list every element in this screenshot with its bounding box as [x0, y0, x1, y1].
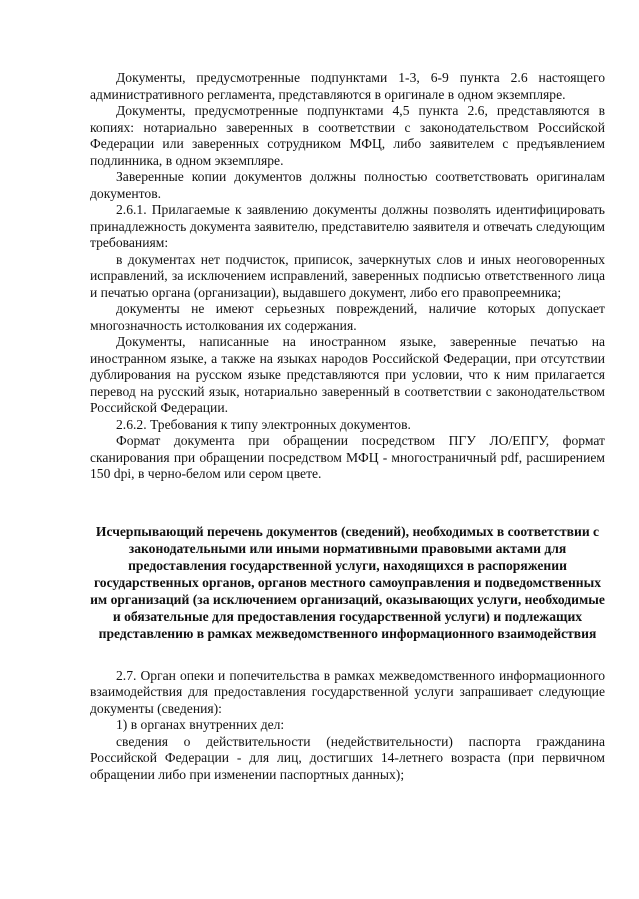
paragraph-format: Формат документа при обращении посредством ПГУ ЛО/ЕПГУ, формат сканирования при обращении посредством МФЦ - многостраничный pdf, расширением 150 dpi, в черно-белом или сером цвете.: [90, 433, 605, 481]
paragraph-2-6-1: 2.6.1. Прилагаемые к заявлению документы должны позволять идентифицировать принадлежность документа заявителю, представителю заявителя и отвечать следующим требованиям:: [90, 202, 605, 250]
paragraph-foreign-language: Документы, написанные на иностранном языке, заверенные печатью на иностранном языке, а также на языках народов Российской Федерации, при отсутствии дублирования на русском языке представляются при условии, что к ним прилагается перевод на русский язык, нотариально заверенный в соответствии с законодательством Российской Федерации.: [90, 334, 605, 415]
paragraph-certified-copies: Заверенные копии документов должны полностью соответствовать оригиналам документов.: [90, 169, 605, 201]
paragraph-2-7: 2.7. Орган опеки и попечительства в рамках межведомственного информационного взаимодействия для предоставления государственной услуги запрашивает следующие документы (сведения):: [90, 667, 605, 716]
paragraph-passport-validity: сведения о действительности (недействительности) паспорта гражданина Российской Федерации - для лиц, достигших 14-летнего возраста (при первичном обращении либо при изменении паспортных данных);: [90, 733, 605, 782]
section-heading: Исчерпывающий перечень документов (сведений), необходимых в соответствии с законодательными или иными нормативными правовыми актами для предоставления государственной услуги, находящихся в распоряжении государственных органов, органов местного самоуправления и подведомственных им организаций (за исключением организаций, оказывающих услуги, необходимые и обязательные для предоставления государственной услуги) и подлежащих представлению в рамках межведомственного информационного взаимодействия: [90, 523, 605, 641]
document-body: [90, 70, 605, 783]
paragraph-no-damage: документы не имеют серьезных повреждений, наличие которых допускает многозначность истолкования их содержания.: [90, 301, 605, 333]
paragraph-copies: Документы, предусмотренные подпунктами 4,5 пункта 2.6, представляются в копиях: нотариально заверенных в соответствии с законодательством Российской Федерации или заверенных сотрудником МФЦ, либо заявителем с предъявлением подлинника, в одном экземпляре.: [90, 103, 605, 168]
paragraph-internal-affairs: 1) в органах внутренних дел:: [116, 717, 285, 732]
paragraph-originals: Документы, предусмотренные подпунктами 1-3, 6-9 пункта 2.6 настоящего административного регламента, представляются в оригинале в одном экземпляре.: [90, 70, 605, 102]
paragraph-2-6-2: 2.6.2. Требования к типу электронных документов.: [116, 416, 411, 432]
paragraph-no-erasures: в документах нет подчисток, приписок, зачеркнутых слов и иных неоговоренных исправлений, за исключением исправлений, заверенных подписью ответственного лица и печатью органа (организации), выдавшего документ, либо его правопреемника;: [90, 251, 605, 300]
